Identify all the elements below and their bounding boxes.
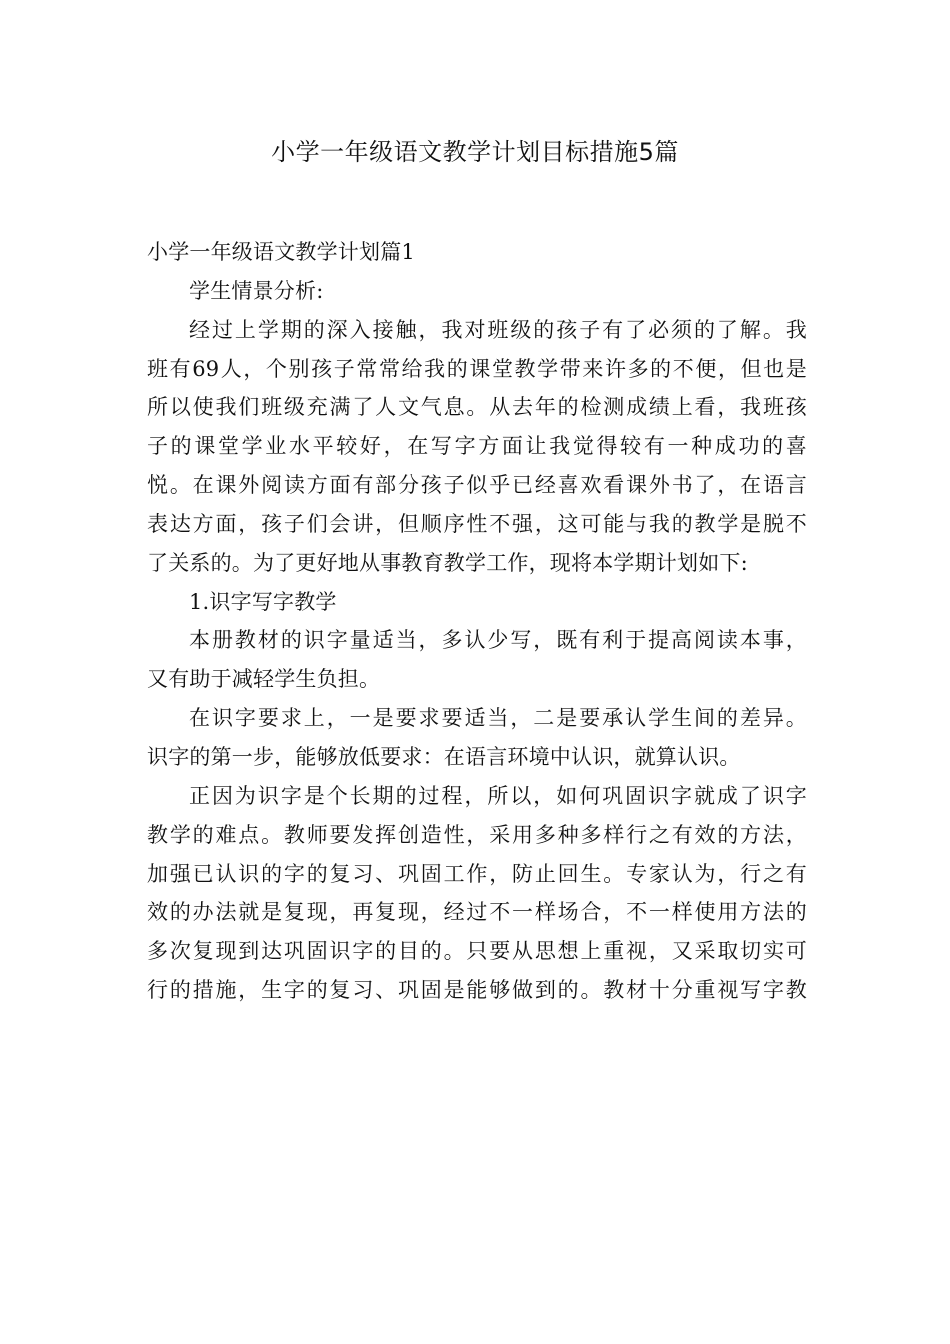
text-line: 班有69人，个别孩子常常给我的课堂教学带来许多的不便，但也是: [147, 356, 807, 381]
text-line: 学生情景分析:: [189, 278, 324, 303]
text-line: 行的措施，生字的复习、巩固是能够做到的。教材十分重视写字教: [147, 978, 807, 1003]
document-title: 小学一年级语文教学计划目标措施5篇: [271, 138, 679, 166]
text-line: 子的课堂学业水平较好，在写字方面让我觉得较有一种成功的喜: [147, 434, 807, 459]
text-line: 教学的难点。教师要发挥创造性，采用多种多样行之有效的方法，: [147, 822, 807, 847]
text-line: 正因为识字是个长期的过程，所以，如何巩固识字就成了识字: [189, 783, 807, 808]
text-line: 本册教材的识字量适当，多认少写，既有利于提高阅读本事，: [189, 628, 807, 653]
text-line: 多次复现到达巩固识字的目的。只要从思想上重视，又采取切实可: [147, 939, 807, 964]
text-line: 了关系的。为了更好地从事教育教学工作，现将本学期计划如下:: [147, 550, 748, 575]
text-line: 悦。在课外阅读方面有部分孩子似乎已经喜欢看课外书了，在语言: [147, 473, 807, 498]
text-line: 表达方面，孩子们会讲，但顺序性不强，这可能与我的教学是脱不: [147, 511, 807, 536]
text-line: 又有助于减轻学生负担。: [147, 667, 381, 692]
text-line: 小学一年级语文教学计划篇1: [147, 240, 415, 264]
text-line: 加强已认识的字的复习、巩固工作，防止回生。专家认为，行之有: [147, 861, 807, 886]
text-line: 效的办法就是复现，再复现，经过不一样场合，不一样使用方法的: [147, 900, 807, 925]
text-line: 所以使我们班级充满了人文气息。从去年的检测成绩上看，我班孩: [147, 395, 807, 420]
text-line: 1.识字写字教学: [189, 589, 337, 614]
text-line: 识字的第一步，能够放低要求：在语言环境中认识，就算认识。: [147, 744, 741, 769]
document-body: [147, 233, 807, 1010]
text-line: 在识字要求上，一是要求要适当，二是要承认学生间的差异。: [189, 706, 807, 731]
text-line: 经过上学期的深入接触，我对班级的孩子有了必须的了解。我: [189, 317, 807, 342]
